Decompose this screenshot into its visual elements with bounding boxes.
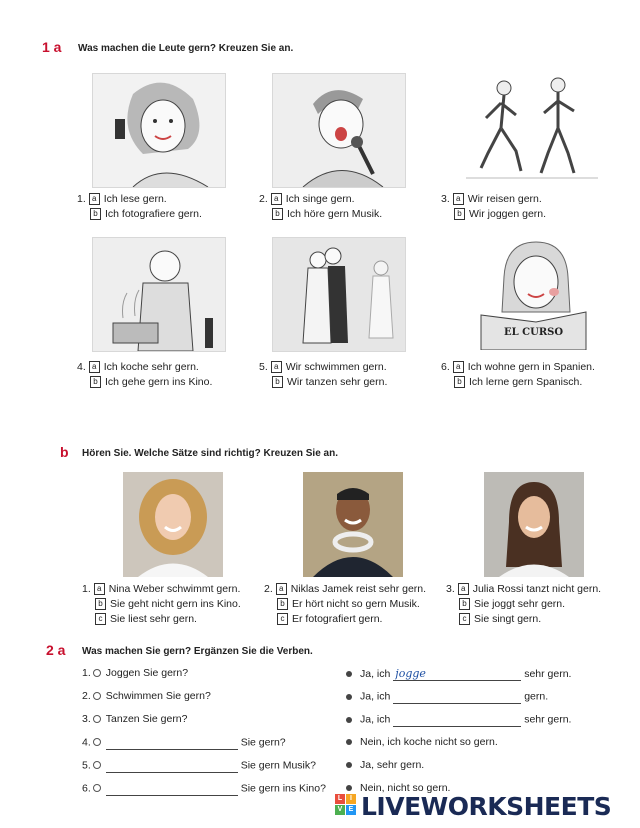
question-input-4[interactable] [106,736,238,750]
exercise-letter-1b: b [60,444,69,460]
option-text: Sie singt gern. [474,613,542,625]
option-text: Wir schwimmen gern. [285,361,387,373]
item-1b-1-option-b [95,598,241,611]
checkbox-1a[interactable]: a [89,193,100,205]
checkbox-1b[interactable]: b [90,208,101,220]
photo-nina-weber [123,472,223,577]
answer-suffix: gern. [524,690,549,703]
item-4-option-a [77,361,199,374]
ex2-question-6 [82,782,326,796]
item-number: 2. [259,193,268,205]
answer-prefix: Ja, ich [360,668,391,680]
option-text: Sie geht nicht gern ins Kino. [110,598,241,610]
item-1b-2-option-c [277,613,382,626]
item-number: 1. [82,667,91,679]
checkbox-3a[interactable]: a [453,193,464,205]
option-text: Sie joggt sehr gern. [474,598,566,610]
item-1b-1-option-a [82,583,240,596]
option-text: Ich wohne gern in Spanien. [467,361,595,373]
option-text: Niklas Jamek reist sehr gern. [290,583,427,595]
bullet-icon [346,694,352,700]
item-1-option-b [90,208,202,221]
ex2-question-4 [82,736,286,750]
circle-icon [93,784,101,792]
option-text: Wir joggen gern. [469,208,547,220]
checkbox-1b-1a[interactable]: a [94,583,105,595]
checkbox-1b-2c[interactable]: c [277,613,288,625]
answer-text: Nein, ich koche nicht so gern. [360,736,498,748]
item-1b-1-option-c [95,613,197,626]
illustration-dancing [272,237,406,352]
ex2-answer-2 [346,690,548,704]
item-number: 6. [82,782,91,795]
checkbox-1b-3b[interactable]: b [459,598,470,610]
answer-suffix: sehr gern. [524,668,572,680]
item-number: 3. [82,713,91,725]
item-number: 1. [77,193,86,205]
question-input-5[interactable] [106,759,238,773]
exercise-heading-1b: Hören Sie. Welche Sätze sind richtig? Kreuzen Sie an. [82,448,338,459]
checkbox-2b[interactable]: b [272,208,283,220]
option-text: Er fotografiert gern. [292,613,383,625]
checkbox-5b[interactable]: b [272,376,283,388]
item-1b-3-option-b [459,598,565,611]
logo-square-l: L [335,794,345,804]
ex2-question-3 [82,713,188,726]
exercise-number-2a: 2 a [46,642,66,658]
illustration-learning-spanish [466,237,598,350]
item-number: 1. [82,583,91,595]
bullet-icon [346,785,352,791]
option-text: Ich höre gern Musik. [287,208,383,220]
circle-icon [93,669,101,677]
answer-prefix: Ja, ich [360,713,391,726]
question-text: Tanzen Sie gern? [105,713,188,725]
illustration-singing [272,73,406,188]
item-1b-3-option-a [446,583,601,596]
question-input-6[interactable] [106,782,238,796]
answer-text: Ja, sehr gern. [360,759,425,771]
illustration-cooking [92,237,226,352]
option-text: Julia Rossi tanzt nicht gern. [472,583,602,595]
option-text: Sie liest sehr gern. [110,613,197,625]
option-text: Nina Weber schwimmt gern. [108,583,241,595]
option-text: Ich singe gern. [285,193,355,205]
bullet-icon [346,739,352,745]
item-1-option-a [77,193,167,206]
exercise-number-1a: 1 a [42,39,62,55]
checkbox-4a[interactable]: a [89,361,100,373]
ex2-answer-5 [346,759,424,772]
item-2-option-a [259,193,355,206]
option-text: Wir tanzen sehr gern. [287,376,388,388]
photo-niklas-jamek [303,472,403,577]
bullet-icon [346,671,352,677]
question-text: Schwimmen Sie gern? [105,690,211,702]
item-number: 4. [77,361,86,373]
liveworksheets-logo [333,792,633,822]
item-number: 5. [259,361,268,373]
item-6-option-a [441,361,595,374]
option-text: Wir reisen gern. [467,193,542,205]
item-1b-2-option-b [277,598,420,611]
item-number: 5. [82,759,91,772]
checkbox-4b[interactable]: b [90,376,101,388]
option-text: Er hört nicht so gern Musik. [292,598,420,610]
ex2-question-2 [82,690,211,703]
option-text: Ich fotografiere gern. [105,208,202,220]
answer-suffix: sehr gern. [524,713,572,726]
answer-input-1[interactable] [393,667,521,681]
logo-text: LIVEWORKSHEETS [361,792,612,821]
checkbox-6a[interactable]: a [453,361,464,373]
item-3-option-a [441,193,542,206]
photo-julia-rossi [484,472,584,577]
option-text: Ich gehe gern ins Kino. [105,376,213,388]
answer-input-3[interactable] [393,713,521,727]
ex2-question-1 [82,667,188,680]
checkbox-6b[interactable]: b [454,376,465,388]
item-number: 6. [441,361,450,373]
logo-square-e: E [346,805,356,815]
item-5-option-a [259,361,387,374]
question-suffix: Sie gern? [240,736,286,749]
question-text: Joggen Sie gern? [105,667,189,679]
circle-icon [93,738,101,746]
illustration-reading-selfie [92,73,226,188]
item-1b-3-option-c [459,613,541,626]
checkbox-1b-1c[interactable]: c [95,613,106,625]
bullet-icon [346,717,352,723]
ex2-question-5 [82,759,316,773]
checkbox-1b-1b[interactable]: b [95,598,106,610]
item-number: 2. [264,583,273,595]
item-number: 4. [82,736,91,749]
exercise-heading-1a: Was machen die Leute gern? Kreuzen Sie an. [78,43,294,54]
ex2-answer-1 [346,667,571,681]
item-2-option-b [272,208,382,221]
option-text: Ich lese gern. [103,193,167,205]
answer-text: Nein, nicht so gern. [360,782,451,794]
checkbox-1b-3a[interactable]: a [458,583,469,595]
checkbox-5a[interactable]: a [271,361,282,373]
checkbox-1b-3c[interactable]: c [459,613,470,625]
item-5-option-b [272,376,387,389]
checkbox-2a[interactable]: a [271,193,282,205]
item-number: 3. [446,583,455,595]
ex2-answer-4 [346,736,498,749]
item-3-option-b [454,208,546,221]
circle-icon [93,761,101,769]
ex2-answer-3 [346,713,571,727]
exercise-heading-2a: Was machen Sie gern? Ergänzen Sie die Verben. [82,646,313,657]
item-6-option-b [454,376,582,389]
option-text: Ich koche sehr gern. [103,361,199,373]
question-suffix: Sie gern Musik? [240,759,316,772]
logo-square-i: I [346,794,356,804]
circle-icon [93,692,101,700]
answer-prefix: Ja, ich [360,690,391,703]
item-number: 3. [441,193,450,205]
answer-input-2[interactable] [393,690,521,704]
item-1b-2-option-a [264,583,426,596]
book-label: EL CURSO [504,327,564,338]
option-text: Ich lerne gern Spanisch. [469,376,583,388]
checkbox-1b-2b[interactable]: b [277,598,288,610]
item-4-option-b [90,376,212,389]
illustration-jogging [466,73,598,186]
item-number: 2. [82,690,91,702]
checkbox-3b[interactable]: b [454,208,465,220]
checkbox-1b-2a[interactable]: a [276,583,287,595]
logo-square-v: V [335,805,345,815]
circle-icon [93,715,101,723]
question-suffix: Sie gern ins Kino? [240,782,326,795]
bullet-icon [346,762,352,768]
